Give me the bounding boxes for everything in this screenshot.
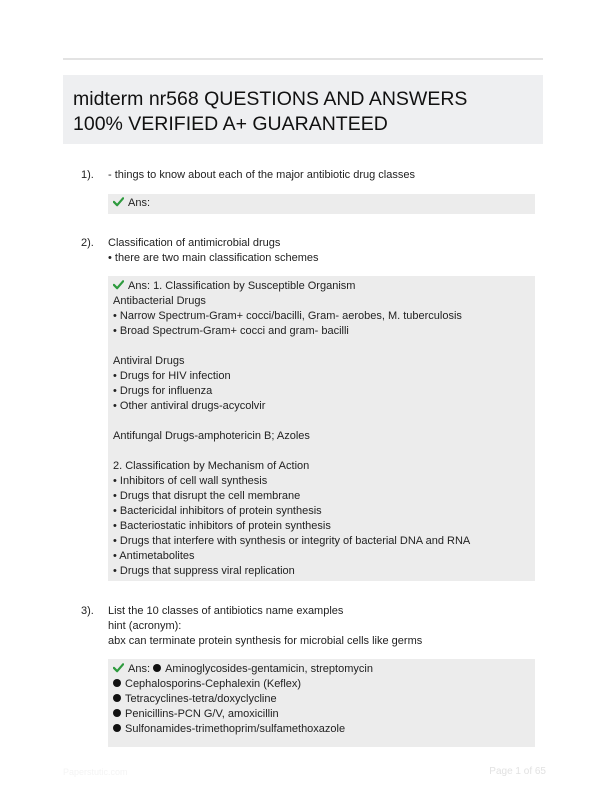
bullet-dot-icon (113, 694, 121, 702)
answer-3-item: Aminoglycosides-gentamicin, streptomycin (165, 663, 373, 675)
answer-2-line: 2. Classification by Mechanism of Action (113, 460, 310, 472)
document-title-box (63, 75, 543, 144)
check-icon (113, 662, 124, 673)
bullet-dot-icon (113, 724, 121, 732)
answer-1-box (108, 194, 535, 214)
document-title-line-2: 100% VERIFIED A+ GUARANTEED (73, 113, 388, 135)
bullet-dot-icon (153, 664, 161, 672)
answer-2-line: • Narrow Spectrum-Gram+ cocci/bacilli, Gram- aerobes, M. tuberculosis (113, 310, 462, 322)
answer-2-line: • Bacteriostatic inhibitors of protein synthesis (113, 520, 331, 532)
top-divider (63, 58, 543, 60)
question-3-number: 3). (81, 605, 94, 617)
question-2-text-line-2: • there are two main classification schemes (108, 252, 319, 264)
answer-3-line (113, 707, 279, 722)
answer-3-line (113, 692, 277, 707)
answer-2-line: • Bactericidal inhibitors of protein synthesis (113, 505, 322, 517)
footer-page-number: Page 1 of 65 (489, 766, 546, 777)
answer-3-item: Tetracyclines-tetra/doxyclycline (125, 693, 277, 705)
answer-1-label: Ans: (128, 197, 151, 209)
answer-3-item: Sulfonamides-trimethoprim/sulfamethoxazole (125, 723, 346, 735)
answer-2-line: • Broad Spectrum-Gram+ cocci and gram- bacilli (113, 325, 349, 337)
answer-2-line: Antiviral Drugs (113, 355, 185, 367)
answer-2-line: • Antimetabolites (113, 550, 195, 562)
question-3-text-line-2: hint (acronym): (108, 620, 182, 632)
answer-3-item: Penicillins-PCN G/V, amoxicillin (125, 708, 279, 720)
question-2-number: 2). (81, 237, 94, 249)
answer-3-prefix: Ans: (128, 663, 151, 675)
check-icon (113, 196, 124, 207)
answer-2-line: Antibacterial Drugs (113, 295, 206, 307)
question-3-text-line-3: abx can terminate protein synthesis for microbial cells like germs (108, 635, 423, 647)
answer-2-line: Antifungal Drugs-amphotericin B; Azoles (113, 430, 310, 442)
answer-3-line (113, 722, 345, 737)
question-2-text-line-1: Classification of antimicrobial drugs (108, 237, 281, 249)
document-title-line-1: midterm nr568 QUESTIONS AND ANSWERS (73, 88, 468, 110)
footer-site-watermark: Paperstutic.com (63, 767, 128, 777)
check-icon (113, 279, 124, 290)
answer-3-item: Cephalosporins-Cephalexin (Keflex) (125, 678, 302, 690)
answer-2-line: • Drugs that disrupt the cell membrane (113, 490, 301, 502)
answer-2-line (113, 279, 355, 294)
answer-2-line: • Drugs that suppress viral replication (113, 565, 295, 577)
answer-3-line (113, 677, 301, 692)
bullet-dot-icon (113, 709, 121, 717)
question-1-text: - things to know about each of the major antibiotic drug classes (108, 169, 415, 181)
bullet-dot-icon (113, 679, 121, 687)
question-1-number: 1). (81, 169, 94, 181)
answer-2-line: • Other antiviral drugs-acycolvir (113, 400, 266, 412)
answer-3-line (113, 662, 373, 677)
answer-2-box (108, 276, 535, 581)
answer-2-line: • Drugs for influenza (113, 385, 213, 397)
answer-2-heading: Ans: 1. Classification by Susceptible Organism (128, 280, 356, 292)
answer-2-line: • Inhibitors of cell wall synthesis (113, 475, 268, 487)
answer-3-box (108, 659, 535, 747)
question-3-text-line-1: List the 10 classes of antibiotics name examples (108, 605, 344, 617)
answer-2-line: • Drugs for HIV infection (113, 370, 231, 382)
answer-2-line: • Drugs that interfere with synthesis or integrity of bacterial DNA and RNA (113, 535, 471, 547)
answer-1-line (113, 196, 150, 211)
